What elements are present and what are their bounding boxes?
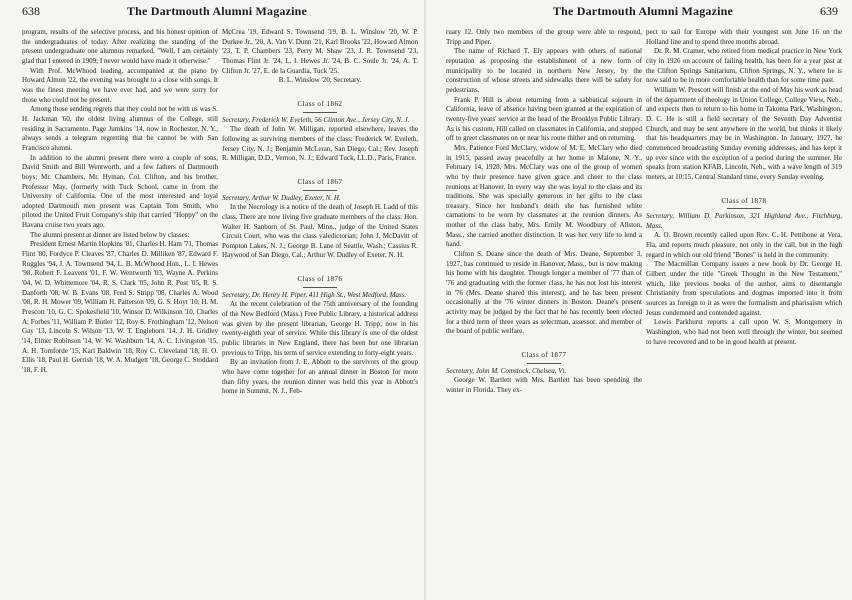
left-column-1 — [22, 28, 218, 376]
left-page-number: 638 — [22, 4, 40, 18]
paragraph: Among those sending regrets that they could not be with us was S. H. Jackman '60, the oldest living alumnus of the College, still residing in Sacramento. Page Jumkins '14, now in Rochester, N. Y., always sends a telegram regretting that he cannot be with San Francisco alumni. — [22, 105, 218, 152]
paragraph: Clifton S. Deane since the death of Mrs. Deane, September 3, 1927, has continued to reside in Hanover, Mass., but is now making his home with his daughter. Though longer a member of '77 than of '76 and graduating with the former class, he has not lost his interest in '76 (Mrs. Deane shared this interest), and he has been present occasionally at the '76 winter dinners in Boston. Deane's present activity may be judged by the fact that he has recently been elected for a third term of three years as selectman, assessor, and member of the board of public welfare. — [446, 250, 642, 336]
right-magazine-title: The Dartmouth Alumni Magazine — [552, 4, 734, 18]
paragraph: Dr. R. M. Cramer, who retired from medical practice in New York city in 1926 on account of failing health, has been for a year past at the Clifton Springs Sanitarium, Clifton Springs, N. Y., where he is now said to be in more comfortable health than for some time past. — [646, 47, 842, 85]
paragraph: Mrs. Patience Ford McClary, widow of M. E. McClary who died in 1915, passed away peacefully at her home in Malone, N. Y., February 14, 1928. Mrs. McClary was one of the group of women who by their presence have given grace and cheer to the class reunions at Hanover. In every way she was loyal to the class and its traditions. She was specially generous in her gifts to the class treasury. Since her husband's death she has furnished white carnations to be worn by classmates at the reunion dinners. As mother of the class baby, Mrs. Emily M. Woodbury of Allston, Mass., she carried another distinction. It was her very life to lend a hand. — [446, 143, 642, 249]
secretary-signature: B. L. Winslow '20, Secretary. — [278, 76, 362, 85]
heading-rule — [303, 190, 337, 191]
secretary-line: Secretary, William D. Parkinson, 321 Highland Ave., Fitchburg, Mass. — [646, 212, 842, 230]
secretary-line: Secretary, John M. Comstock, Chelsea, Vt. — [446, 366, 567, 375]
heading-rule — [303, 112, 337, 113]
secretary-line: Secretary, Frederick W. Eveleth, 56 Clinton Ave., Jersey City, N. J. — [222, 115, 410, 124]
paragraph: The alumni present at dinner are listed below by classes: — [30, 230, 190, 239]
paragraph: With Prof. McWhood leading, accompanied at the piano by Howard Almon '22, the evening was brought to a close with songs. It was the finest meeting we have ever had, and we were sorry for those who could not be present. — [22, 66, 218, 104]
paragraph: William W. Prescott will finish at the end of May his work as head of the department of theology in Union College, College View, Neb., and expects then to return to his home in Takoma Park, Washington, D. C. He is still a field secretary of the Seventh Day Adventist Church, and may be sent anywhere in the world, but thinks it likely that his headquarters may be in Washington. In January, 1927, he commenced broadcasting Sunday evening addresses, and has kept it up ever since with the exception of a period during the summer. He speaks from station KFAB, Lincoln, Neb., with a wave length of 319 meters, at 10:15, Central Standard time, every Sunday evening. — [646, 85, 842, 181]
heading-rule — [527, 363, 561, 364]
class-heading-1877: Class of 1877 — [521, 351, 567, 359]
left-column-2 — [222, 28, 418, 397]
paragraph: McCrea '19, Edward S. Townsend '19, B. L. Winslow '20, W. P. Durkee Jr., '20, A. Van V. Dunn '21, Karl Brooks '22, Howard Almon '23, T. P. Chambers '23, Perry M. Shaw '23, J. R. Townsend '23, Thomas Flint Jr. '24, L. I. Hewes Jr. '24, B. C. Soule Jr. '24, A. T. Clifton Jr. '27, E. de la Guardia, Tuck '25. — [222, 28, 418, 75]
paragraph: In addition to the alumni present there were a couple of sons, David Smith and Bill Wentworth, and a few fathers of Dartmouth boys; Mr. Chambers, Mr. Hyman, Col. Clifton, and his brother, Professor May, (formerly with Tuck School, came in from the University of California. One of the most interested and loyal adopted Dartmouth men present was Captain Tom Smith, who piloted the United Fruit Company's ship that carried "Hoppy" on the Havana cruise two years ago. — [22, 153, 218, 230]
paragraph: pect to sail for Europe with their youngest son June 16 on the Holland line and to spend three months abroad. — [646, 28, 842, 46]
left-magazine-title: The Dartmouth Alumni Magazine — [126, 4, 308, 18]
paragraph: The Macmillan Company issues a new book by Dr. George H. Gilbert under the title "Greek Thought in the New Testament," which, like previous books of the author, aims to disentangle Christianity from speculations and dogmas imported into it from sources as foreign to it as were the formalism and pharisaism which Jesus condemned and contended against. — [646, 260, 842, 317]
paragraph: By an invitation from J. E. Abbott to the survivors of the group who have come together for an annual dinner in Boston for more than fifty years, the reunion dinner was held this year in Abbott's home in Summit, N. J., Feb- — [222, 358, 418, 396]
secretary-line: Secretary, Dr. Henry H. Piper, 411 High St., West Medford, Mass. — [222, 290, 407, 299]
left-page-header — [22, 4, 412, 20]
paragraph: Frank P. Hill is about returning from a sabbatical sojourn in California, leave of absence having been granted at the expiration of twenty-five years' service at the head of the Brooklyn Public Library. As is his custom, Hill called on classmates in California, and stopped off to greet classmates on or near his route thither and on returning. — [446, 95, 642, 143]
paragraph: George W. Bartlett with Mrs. Bartlett has been spending the winter in Florida. They ex- — [446, 376, 642, 394]
class-heading-1862: Class of 1862 — [297, 99, 343, 108]
right-column-2 — [646, 28, 842, 347]
paragraph: ruary 12. Only two members of the group were able to respond, Tripp and Piper. — [446, 28, 642, 46]
paragraph: The death of John W. Milligan, reported elsewhere, leaves the following as surviving members of the class: Frederick W. Eveleth, Jersey City, N. J.; Benjamin McLeran, San Diego, Cal.; Rev. Joseph R. Milligan, D.D., Vernon, N. J.; Edward Tuck, LL.D., Paris, France. — [222, 125, 418, 163]
paragraph: A. O. Brown recently called upon Rev. C. H. Pettibone at Vera, Fla, and reports much pleasure, not only in the call, but in the high regard in which our old friend "Bones" is held in the community. — [646, 231, 842, 259]
paragraph: The name of Richard T. Ely appears with others of national reputation as proposing the establishment of a new form of municipality to be located in northern New Jersey, by the construction of whose streets and sidewalks there will be safety for pedestrians. — [446, 47, 642, 94]
class-heading-1878: Class of 1878 — [721, 196, 767, 205]
right-column-1 — [446, 28, 642, 396]
paragraph: Lewis Parkhurst reports a call upon W. S. Montgomery in Washington, who had not been well through the winter, but seemed to have recovered and to be in good health at present. — [646, 318, 842, 346]
class-heading-1876: Class of 1876 — [297, 275, 343, 284]
paragraph: President Ernest Martin Hopkins '01, Charles H. Ham '71, Thomas Flint '80, Fordyce P. Cleaves '87, Charles D. Milliken '87, Edward F. Ruggles '94, J. A. Townsend '94, L. B. McWhood Hon., L. I. Hewes '98, Robert F. Leavens '01, F. W. Wentworth '03, Wayne A. Perkins '04, W. D. Whittemore '04, R. S. Clark '05, John R. Post '05, R. S. Danforth '08, W. B. Evans '08, Fred S. Stripp '08, Charles A. Wood '08, R. H. Mower '09, William H. Patterson '09, G. S. Hoyt '10, H. M. Prescott '10, G. C. Spokesfield '10, Winsor D. Wilkinson '10, Charles A. Forbes '11, William P. Butler '12, Roy S. Frothingham '12, Nelson Gay '13, Lincoln S. Wilson '13, W. T. Englehorn '14, J. H. Gridley '14, Elmer Robinson '14, W. W. Washburn '14, A. C. Livingston '15, A. H. Tomforde '15, Karl Baldwin '18, Roy C. Cleveland '18, H. O. Ellis '18, Paul H. Gerrish '18, W. A. Mudgett '18, George C. Stoddard '18, F. H. — [22, 240, 218, 374]
right-page — [426, 0, 852, 600]
right-page-header — [448, 4, 838, 20]
secretary-line: Secretary, Arthur W. Dudley, Exeter, N. H. — [222, 193, 341, 202]
paragraph: In the Necrology is a notice of the death of Joseph H. Ladd of this class. There are now living five graduate members of the class: Hon. Walter H. Sanborn of St. Paul, Minn., judge of the United States Circuit Court, who was the class valedictorian; John J. McDavitt of Pompton Lakes, N. J.; George B. Lane of Seattle, Wash.; Cassius R. Haywood of San Diego, Cal.; Arthur W. Dudley of Exeter, N. H. — [222, 203, 418, 260]
heading-rule — [303, 287, 337, 288]
heading-rule — [727, 208, 761, 209]
paragraph: program, results of the selective process, and his honest opinion of the undergraduates of today. After realizing the standing of the present undergraduate one alumnus remarked, "Well, I am certainly glad that I entered in 1909; I never would have made it otherwise." — [22, 28, 218, 65]
right-page-number: 639 — [820, 4, 838, 18]
class-heading-1867: Class of 1867 — [297, 177, 343, 186]
paragraph: At the recent celebration of the 75th anniversary of the founding of the New Bedford (Mass.) Free Public Library, a historical address was given by the present librarian, George H. Tripp, now in his twenty-eighth year of service. While this library is one of the oldest public libraries in New England, there has been but one librarian previous to Tripp, his term of service extending to forty-eight years. — [222, 300, 418, 357]
